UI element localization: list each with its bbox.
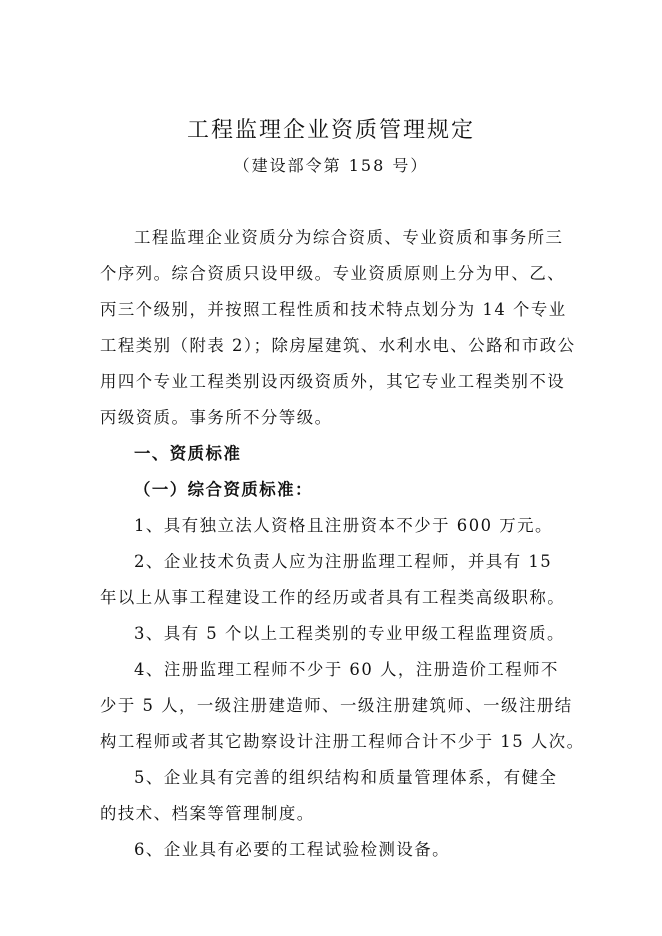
paragraph-line: 丙级资质。事务所不分等级。 bbox=[100, 408, 333, 427]
list-item: 1、具有独立法人资格且注册资本不少于 600 万元。 bbox=[134, 516, 553, 535]
paragraph-line: 工程监理企业资质分为综合资质、专业资质和事务所三 bbox=[134, 228, 564, 247]
document-subtitle: （建设部令第 158 号） bbox=[233, 156, 429, 175]
list-item-continuation: 年以上从事工程建设工作的经历或者具有工程类高级职称。 bbox=[100, 588, 566, 607]
list-item: 5、企业具有完善的组织结构和质量管理体系，有健全 bbox=[134, 768, 558, 787]
paragraph-line: 用四个专业工程类别设丙级资质外，其它专业工程类别不设 bbox=[100, 372, 566, 391]
list-item: 3、具有 5 个以上工程类别的专业甲级工程监理资质。 bbox=[134, 624, 565, 643]
list-item-continuation: 构工程师或者其它勘察设计注册工程师合计不少于 15 人次。 bbox=[100, 732, 585, 751]
section-heading: 一、资质标准 bbox=[134, 444, 242, 463]
document-body bbox=[100, 220, 585, 868]
subsection-heading: （一）综合资质标准： bbox=[134, 480, 313, 499]
paragraph-line: 丙三个级别，并按照工程性质和技术特点划分为 14 个专业 bbox=[100, 300, 567, 319]
document-title: 工程监理企业资质管理规定 bbox=[186, 118, 475, 143]
list-item: 2、企业技术负责人应为注册监理工程师，并具有 15 bbox=[134, 552, 553, 571]
list-item-continuation: 的技术、档案等管理制度。 bbox=[100, 804, 315, 823]
list-item: 4、注册监理工程师不少于 60 人，注册造价工程师不 bbox=[134, 660, 559, 679]
paragraph-line: 工程类别（附表 2）；除房屋建筑、水利水电、公路和市政公 bbox=[100, 336, 576, 355]
paragraph-line: 个序列。综合资质只设甲级。专业资质原则上分为甲、乙、 bbox=[100, 264, 566, 283]
list-item-continuation: 少于 5 人，一级注册建造师、一级注册建筑师、一级注册结 bbox=[100, 696, 573, 715]
list-item: 6、企业具有必要的工程试验检测设备。 bbox=[134, 840, 451, 859]
